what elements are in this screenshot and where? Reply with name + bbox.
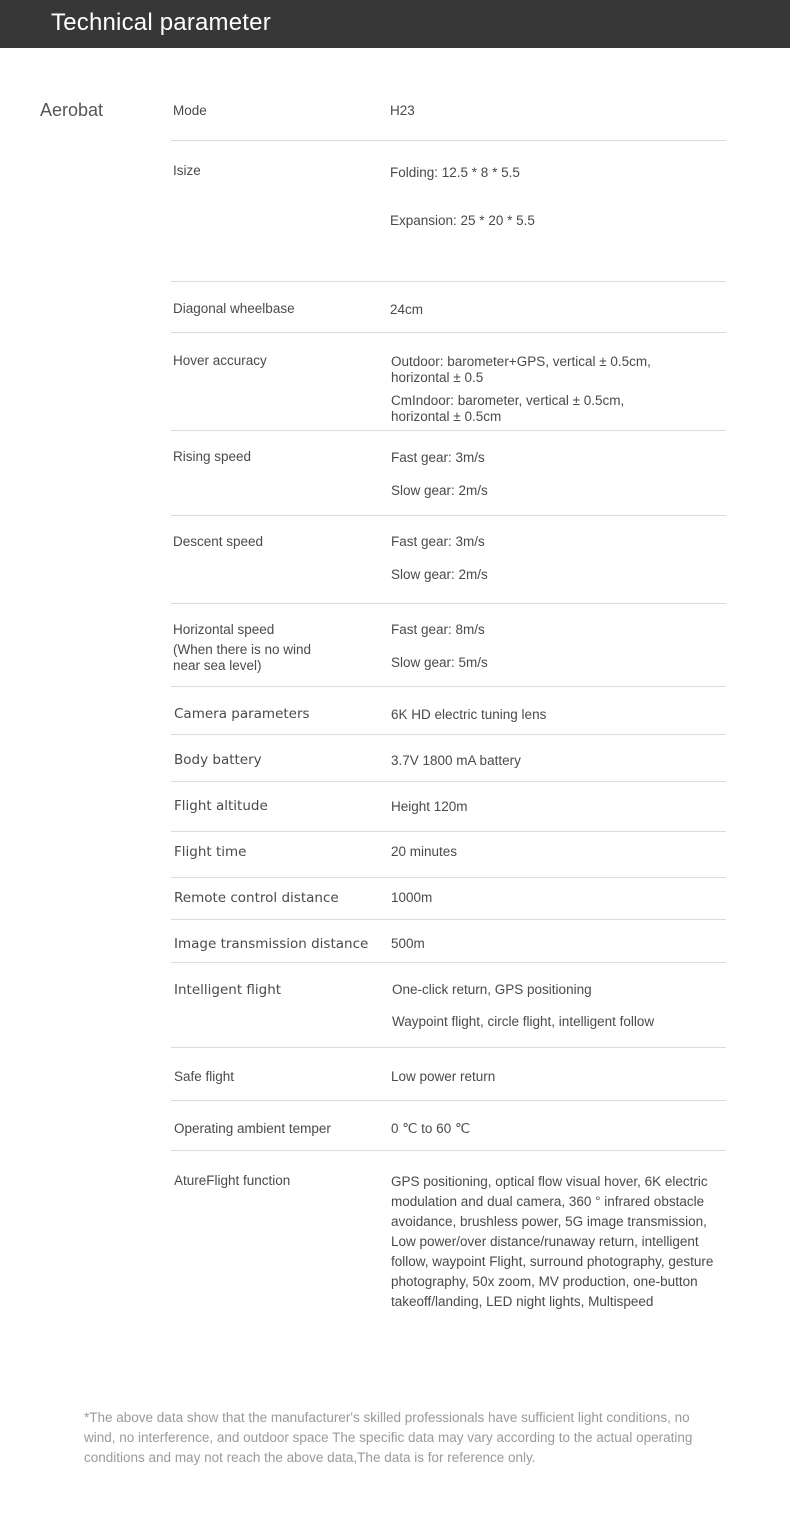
spec-value-hover-outdoor: Outdoor: barometer+GPS, vertical ± 0.5cm, horizontal ± 0.5 xyxy=(391,354,651,385)
spec-label-rising-speed: Rising speed xyxy=(173,449,252,464)
row-divider xyxy=(171,686,726,687)
row-divider xyxy=(171,831,726,832)
page-title: Technical parameter xyxy=(51,9,271,36)
row-divider xyxy=(171,1100,726,1101)
spec-value-image-transmission: 500m xyxy=(391,936,425,951)
spec-label-camera: Camera parameters xyxy=(174,706,310,722)
spec-label-intelligent-flight: Intelligent flight xyxy=(174,982,282,998)
spec-sublabel-horizontal-speed: (When there is no wind near sea level) xyxy=(173,642,312,673)
row-divider xyxy=(171,919,726,920)
spec-label-safe-flight: Safe flight xyxy=(174,1069,235,1084)
spec-value-flight-function: GPS positioning, optical flow visual hover, 6K electric modulation and dual camera, 360 ° infrared obstacle avoidance, brushless power, 5G image transmission, Low power/over distance/runaway return, intelligent follow, waypoint Flight, surround photography, gesture photography, 50x zoom, MV production, one-button takeoff/landing, LED night lights, Multispeed xyxy=(391,1174,714,1309)
spec-label-remote-distance: Remote control distance xyxy=(174,890,339,906)
spec-value-safe-flight: Low power return xyxy=(391,1069,496,1084)
spec-label-horizontal-speed: Horizontal speed xyxy=(173,622,275,637)
spec-value-wheelbase: 24cm xyxy=(390,302,424,317)
spec-label-battery: Body battery xyxy=(174,752,262,768)
spec-value-descent-slow: Slow gear: 2m/s xyxy=(391,567,488,582)
row-divider xyxy=(171,430,726,431)
spec-value-intelligent-flight-2: Waypoint flight, circle flight, intelligent follow xyxy=(392,1014,655,1029)
spec-value-mode: H23 xyxy=(390,103,415,118)
spec-label-wheelbase: Diagonal wheelbase xyxy=(173,301,295,316)
spec-label-size: Isize xyxy=(173,163,201,178)
row-divider xyxy=(171,1047,726,1048)
row-divider xyxy=(171,1150,726,1151)
spec-value-camera: 6K HD electric tuning lens xyxy=(391,707,547,722)
spec-label-ambient-temp: Operating ambient temper xyxy=(174,1121,331,1136)
disclaimer-note: *The above data show that the manufacturer's skilled professionals have sufficient light conditions, no wind, no interference, and outdoor space The specific data may vary according to the actual operating conditions and may not reach the above data,The data is for reference only. xyxy=(84,1410,693,1465)
spec-value-size-expansion: Expansion: 25 * 20 * 5.5 xyxy=(390,213,535,228)
row-divider xyxy=(171,515,726,516)
spec-value-horizontal-fast: Fast gear: 8m/s xyxy=(391,622,485,637)
row-divider xyxy=(171,734,726,735)
spec-value-altitude: Height 120m xyxy=(391,799,468,814)
spec-label-image-transmission: Image transmission distance xyxy=(174,936,369,952)
spec-value-rising-fast: Fast gear: 3m/s xyxy=(391,450,485,465)
row-divider xyxy=(171,332,726,333)
spec-value-intelligent-flight-1: One-click return, GPS positioning xyxy=(392,982,592,997)
spec-label-flight-time: Flight time xyxy=(174,844,247,860)
spec-value-ambient-temp: 0 ℃ to 60 ℃ xyxy=(391,1121,471,1136)
row-divider xyxy=(171,140,726,141)
spec-label-mode: Mode xyxy=(173,103,207,118)
category-title: Aerobat xyxy=(40,100,104,120)
spec-value-descent-fast: Fast gear: 3m/s xyxy=(391,534,485,549)
row-divider xyxy=(171,962,726,963)
spec-value-size-folding: Folding: 12.5 * 8 * 5.5 xyxy=(390,165,520,180)
spec-label-flight-function: AtureFlight function xyxy=(174,1173,291,1188)
spec-value-battery: 3.7V 1800 mA battery xyxy=(391,753,521,768)
spec-value-rising-slow: Slow gear: 2m/s xyxy=(391,483,488,498)
spec-value-hover-indoor: CmIndoor: barometer, vertical ± 0.5cm, horizontal ± 0.5cm xyxy=(391,393,625,424)
row-divider xyxy=(171,781,726,782)
spec-value-remote-distance: 1000m xyxy=(391,890,433,905)
header-bar xyxy=(0,0,790,48)
spec-value-horizontal-slow: Slow gear: 5m/s xyxy=(391,655,488,670)
spec-value-flight-time: 20 minutes xyxy=(391,844,458,859)
spec-label-hover-accuracy: Hover accuracy xyxy=(173,353,267,368)
spec-label-descent-speed: Descent speed xyxy=(173,534,264,549)
row-divider xyxy=(171,603,726,604)
row-divider xyxy=(171,877,726,878)
row-divider xyxy=(171,281,726,282)
spec-label-altitude: Flight altitude xyxy=(174,798,268,814)
